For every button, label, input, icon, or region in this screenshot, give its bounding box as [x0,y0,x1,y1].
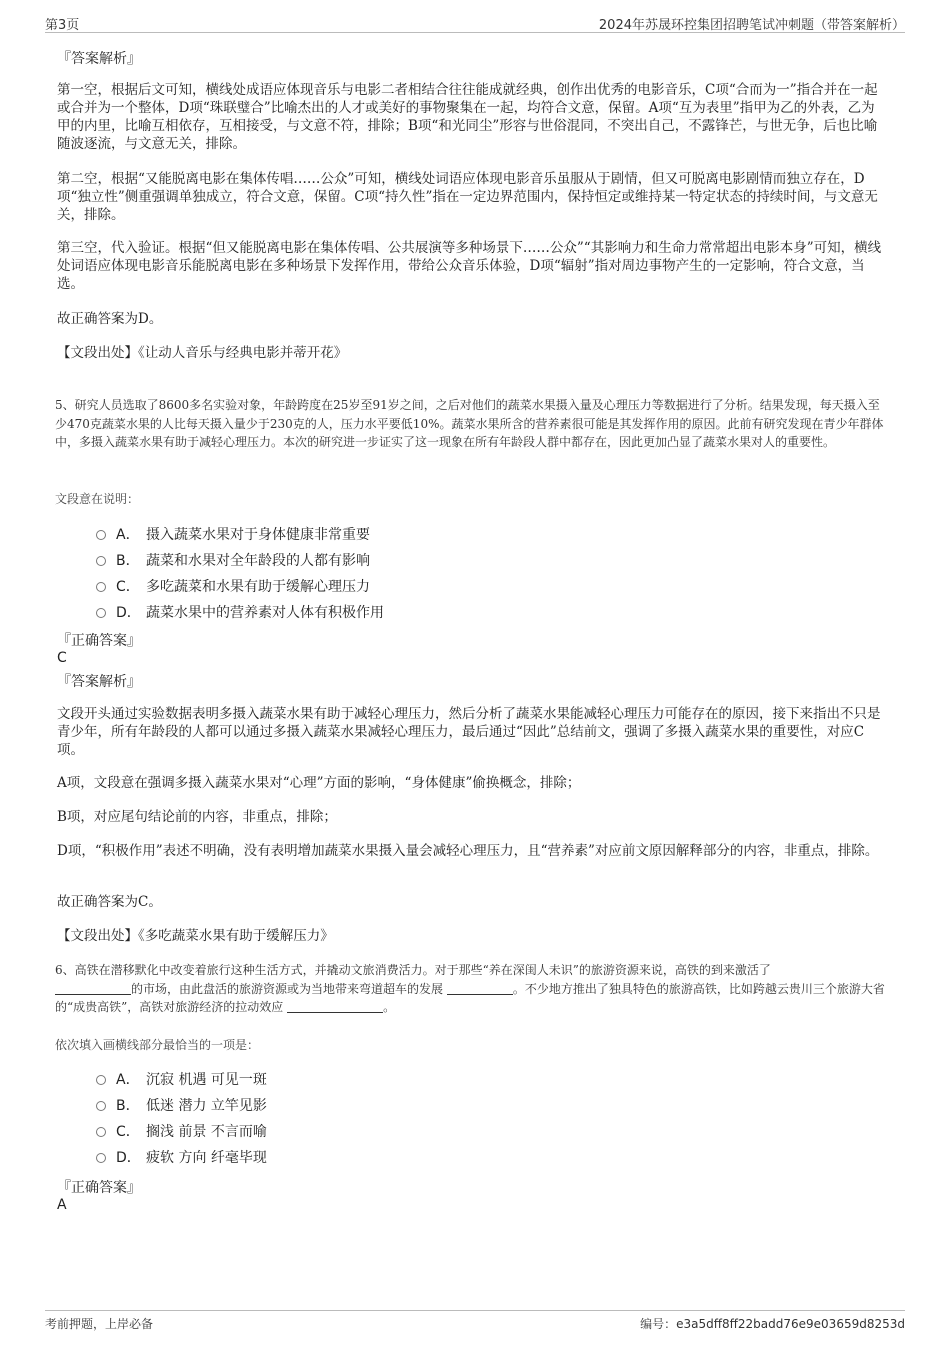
q4-analysis-para-1: 第一空，根据后文可知，横线处成语应体现音乐与电影二者相结合往往能成就经典，创作出优秀的电影音乐，C项“合而为一”指合并在一起或合并为一个整体，D项“珠联璧合”比喻杰出的人才或美好的事物聚集在一起，均符合文意，保留。A项“互为表里”指甲为乙的外表，乙为甲的内里，比喻互相依存，互相接受，与文意不符，排除；B项“和光同尘”形容与世俗混同，不突出自己，不露锋芒，与世无争，后也比喻随波逐流，与文意无关，排除。 [57,82,878,152]
document-id: 编号：e3a5dff8ff22badd76e9e03659d8253d [640,1317,905,1331]
q5-correct-label: 『正确答案』 [57,633,141,649]
footer-slogan: 考前押题，上岸必备 [45,1317,154,1331]
page-number: 第3页 [45,18,80,33]
q5-analysis-para-3: B项，对应尾句结论前的内容，非重点，排除； [57,809,337,825]
blank-3 [287,1000,383,1013]
radio-icon[interactable] [96,556,106,566]
q5-option-b[interactable]: B． 蔬菜和水果对全年龄段的人都有影响 [96,552,370,570]
radio-icon[interactable] [96,608,106,618]
q5-analysis-para-2: A项，文段意在强调多摄入蔬菜水果对“心理”方面的影响，“身体健康”偷换概念，排除； [57,775,581,791]
q5-stem: 5、研究人员选取了8600多名实验对象，年龄跨度在25岁至91岁之间，之后对他们的蔬菜水果摄入量及心理压力等数据进行了分析。结果发现，每天摄入至少470克蔬菜水果的人比每天摄入量少于230克的人，压力水平要低10%。蔬菜水果所含的营养素很可能是其发挥作用的原因。此前有研究发现在青少年群体中，多摄入蔬菜水果有助于减轻心理压力。本次的研究进一步证实了这一现象在所有年龄段人群中都存在，因此更加凸显了蔬菜水果对人的重要性。 [55,398,884,449]
q5-analysis-label: 『答案解析』 [57,674,141,690]
q5-prompt: 文段意在说明： [55,492,140,506]
q6-stem: 6、高铁在潜移默化中改变着旅行这种生活方式，并撬动文旅消费活力。对于那些“养在深闺人未识”的旅游资源来说，高铁的到来激活了 的市场，由此盘活的旅游资源或为当地带来弯道超车的发展 。不少地方推出了独具特色的旅游高铁，比如跨越云贵川三个旅游大省的“成贵高铁”，高铁对旅游经济的拉动效应 。 [55,963,885,1014]
q6-option-b[interactable]: B． 低迷 潜力 立竿见影 [96,1097,267,1115]
q6-correct-label: 『正确答案』 [57,1180,141,1196]
q6-option-d[interactable]: D． 疲软 方向 纤毫毕现 [96,1149,267,1167]
q5-analysis-para-1: 文段开头通过实验数据表明多摄入蔬菜水果有助于减轻心理压力，然后分析了蔬菜水果能减轻心理压力可能存在的原因，接下来指出不只是青少年，所有年龄段的人都可以通过多摄入蔬菜水果减轻心理压力，最后通过“因此”总结前文，强调了多摄入蔬菜水果的重要性，对应C项。 [57,706,881,758]
radio-icon[interactable] [96,582,106,592]
q6-correct-answer: A [57,1197,67,1213]
q5-correct-answer: C [57,650,67,666]
q5-analysis-para-4: D项，“积极作用”表述不明确，没有表明增加蔬菜水果摄入量会减轻心理压力，且“营养素”对应前文原因解释部分的内容，非重点，排除。 [57,843,879,859]
radio-icon[interactable] [96,1153,106,1163]
q5-option-c[interactable]: C． 多吃蔬菜和水果有助于缓解心理压力 [96,578,370,596]
q6-option-c[interactable]: C． 搁浅 前景 不言而喻 [96,1123,267,1141]
page-header [45,10,905,33]
q6-prompt: 依次填入画横线部分最恰当的一项是： [55,1038,260,1052]
radio-icon[interactable] [96,1075,106,1085]
q4-conclusion: 故正确答案为D。 [57,311,163,327]
radio-icon[interactable] [96,530,106,540]
q4-analysis-para-3: 第三空，代入验证。根据“但又能脱离电影在集体传唱、公共展演等多种场景下……公众”“其影响力和生命力常常超出电影本身”可知，横线处词语应体现电影音乐能脱离电影在多种场景下发挥作用，带给公众音乐体验，D项“辐射”指对周边事物产生的一定影响，符合文意，当选。 [57,240,882,292]
blank-2 [447,982,513,995]
q5-option-d[interactable]: D． 蔬菜水果中的营养素对人体有积极作用 [96,604,384,622]
blank-1 [55,982,131,995]
radio-icon[interactable] [96,1101,106,1111]
page-footer [45,1310,905,1333]
q5-option-a[interactable]: A． 摄入蔬菜水果对于身体健康非常重要 [96,526,370,544]
document-title: 2024年苏晟环控集团招聘笔试冲刺题（带答案解析） [598,18,905,33]
q5-source: 【文段出处】《多吃蔬菜水果有助于缓解压力》 [57,928,334,944]
q4-analysis-para-2: 第二空，根据“又能脱离电影在集体传唱……公众”可知，横线处词语应体现电影音乐虽服从于剧情，但又可脱离电影剧情而独立存在，D项“独立性”侧重强调单独成立，符合文意，保留。C项“持久性”指在一定边界范围内，保持恒定或维持某一特定状态的持续时间，与文意无关，排除。 [57,171,878,223]
q6-option-a[interactable]: A． 沉寂 机遇 可见一斑 [96,1071,267,1089]
q4-source: 【文段出处】《让动人音乐与经典电影并蒂开花》 [57,345,348,361]
radio-icon[interactable] [96,1127,106,1137]
q5-conclusion: 故正确答案为C。 [57,894,162,910]
q4-analysis-label: 『答案解析』 [57,51,141,67]
